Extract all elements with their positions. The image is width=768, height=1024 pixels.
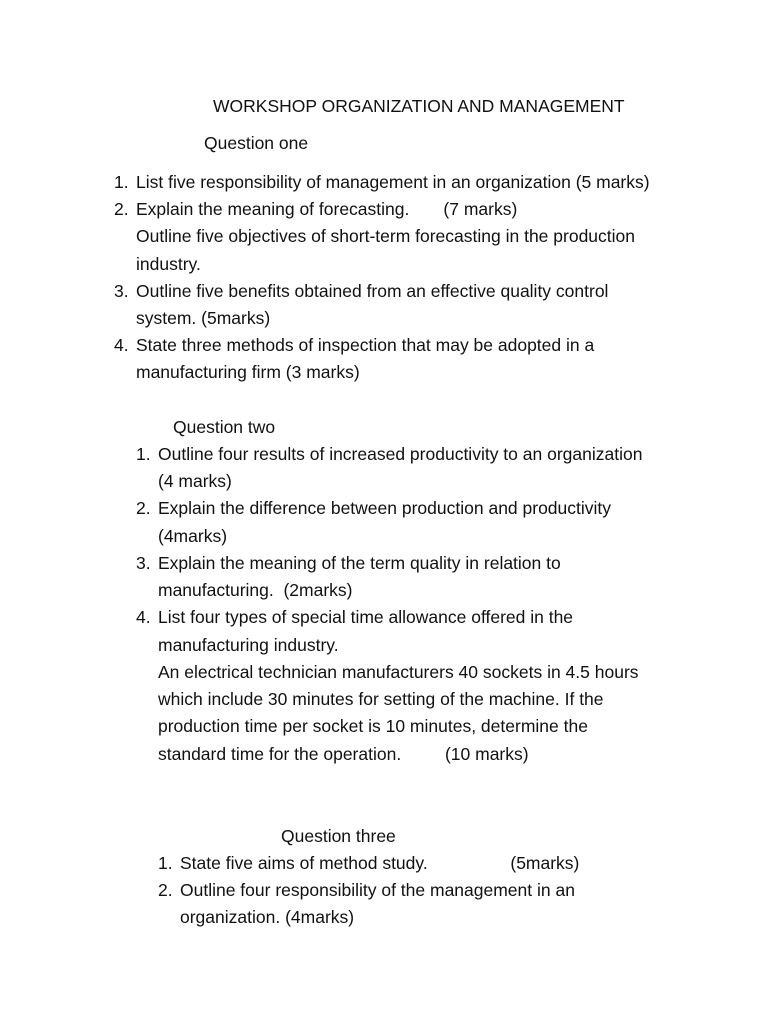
question-line: Explain the difference between production and productivity bbox=[158, 498, 612, 518]
item-number: 4. bbox=[114, 335, 129, 355]
question-line: (4 marks) bbox=[158, 471, 232, 491]
question-line: manufacturing industry. bbox=[158, 635, 339, 655]
item-number: 1. bbox=[158, 853, 173, 873]
item-number: 1. bbox=[136, 444, 151, 464]
section-heading: Question two bbox=[173, 417, 276, 437]
question-line: manufacturing firm (3 marks) bbox=[136, 362, 360, 382]
question-line: State three methods of inspection that may be adopted in a bbox=[136, 335, 595, 355]
question-line: standard time for the operation. (10 marks) bbox=[158, 744, 529, 764]
question-line: Explain the meaning of the term quality in relation to bbox=[158, 553, 561, 573]
question-line: industry. bbox=[136, 254, 201, 274]
document-title: WORKSHOP ORGANIZATION AND MANAGEMENT bbox=[213, 96, 625, 116]
item-number: 3. bbox=[136, 553, 151, 573]
item-number: 4. bbox=[136, 607, 151, 627]
question-line: system. (5marks) bbox=[136, 308, 271, 328]
question-line: Explain the meaning of forecasting. (7 marks) bbox=[136, 199, 518, 219]
question-line: Outline four results of increased productivity to an organization bbox=[158, 444, 643, 464]
question-line: (4marks) bbox=[158, 526, 228, 546]
item-number: 2. bbox=[114, 199, 129, 219]
question-line: production time per socket is 10 minutes, determine the bbox=[158, 716, 588, 736]
question-line: Outline five objectives of short-term forecasting in the production bbox=[136, 226, 635, 246]
item-number: 2. bbox=[136, 498, 151, 518]
question-line: List five responsibility of management in an organization (5 marks) bbox=[136, 172, 650, 192]
question-line: which include 30 minutes for setting of the machine. If the bbox=[158, 689, 604, 709]
item-number: 1. bbox=[114, 172, 129, 192]
question-line: List four types of special time allowance offered in the bbox=[158, 607, 574, 627]
question-line: State five aims of method study. (5marks) bbox=[180, 853, 580, 873]
section-heading: Question three bbox=[281, 826, 396, 846]
item-number: 2. bbox=[158, 880, 173, 900]
question-line: An electrical technician manufacturers 40 sockets in 4.5 hours bbox=[158, 662, 639, 682]
question-line: Outline four responsibility of the management in an bbox=[180, 880, 575, 900]
question-line: manufacturing. (2marks) bbox=[158, 580, 353, 600]
item-number: 3. bbox=[114, 281, 129, 301]
question-line: Outline five benefits obtained from an effective quality control bbox=[136, 281, 609, 301]
section-heading: Question one bbox=[204, 133, 309, 153]
question-line: organization. (4marks) bbox=[180, 907, 355, 927]
